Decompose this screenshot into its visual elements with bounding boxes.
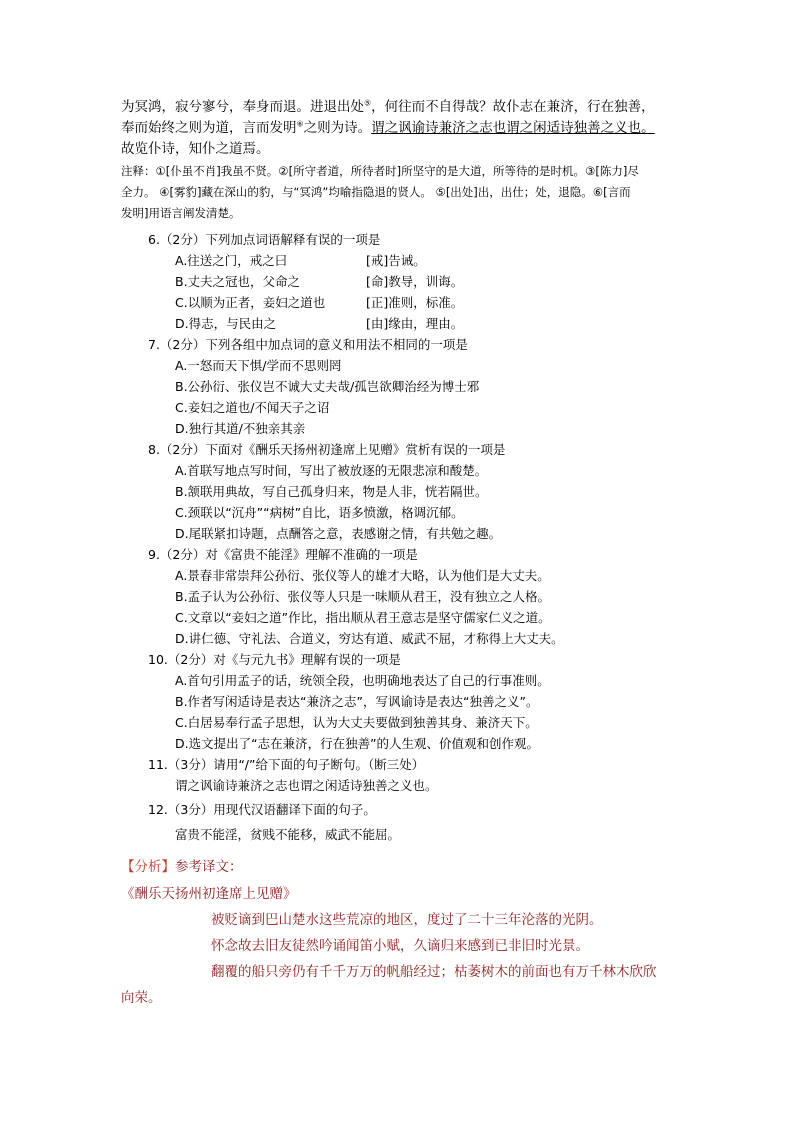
analysis-paragraph-3-cont: 向荣。 <box>121 990 162 1006</box>
question-8-option-a: A.首联写地点写时间，写出了被放逐的无限悲凉和酸楚。 <box>175 463 488 478</box>
question-8-option-b: B.颔联用典故，写自己孤身归来，物是人非，恍若隔世。 <box>175 484 488 499</box>
analysis-paragraph-1: 被贬谪到巴山楚水这些荒凉的地区，度过了二十三年沦落的光阴。 <box>211 912 603 928</box>
analysis-title: 《酬乐天扬州初逢席上见赠》 <box>121 886 297 902</box>
question-7-option-a: A.一怒而天下惧/学而不思则罔 <box>175 358 342 373</box>
question-6-stem: 6.（2分）下列加点词语解释有误的一项是 <box>148 232 381 247</box>
passage-line-2 <box>121 119 655 137</box>
question-10-option-d: D.选文提出了“志在兼济，行在独善”的人生观、价值观和创作观。 <box>175 736 540 751</box>
question-7-stem: 7.（2分）下列各组中加点词的意义和用法不相同的一项是 <box>148 337 468 352</box>
question-7-option-b: B.公孙衍、张仪岂不诚大丈夫哉/孤岂欲卿治经为博士邪 <box>175 379 480 394</box>
question-9-option-c: C.文章以“妾妇之道”作比，指出顺从君王意志是坚守儒家仁义之道。 <box>175 610 551 625</box>
question-12-sentence: 富贵不能淫，贫贱不能移，威武不能屈。 <box>175 827 401 842</box>
question-7-option-d: D.独行其道/不独亲其亲 <box>175 421 306 436</box>
notes-line-2: 全力。 ④[雾豹]藏在深山的豹，与“冥鸿”均喻指隐退的贤人。 ⑤[出处]出，出仕；处，退隐。⑥[言而 <box>121 185 631 199</box>
passage-text: ，何往而不自得哉？故仆志在兼济，行在独善， <box>371 99 655 115</box>
passage-text: 奉而始终之则为道，言而发明 <box>121 120 297 136</box>
question-6-option-b-gloss: [命]教导，训诲。 <box>366 274 464 289</box>
question-8-option-d: D.尾联紧扣诗题，点酬答之意，表感谢之情，有共勉之趣。 <box>175 526 502 541</box>
question-11-sentence: 谓之讽谕诗兼济之志也谓之闲适诗独善之义也。 <box>175 778 438 793</box>
analysis-label: 【分析】 <box>121 859 175 875</box>
footnote-ref: ⑥ <box>296 119 304 129</box>
question-10-option-c: C.白居易奉行孟子思想，认为大丈夫要做到独善其身、兼济天下。 <box>175 715 538 730</box>
question-6-option-a: A.往送之门，戒之曰 <box>175 253 288 268</box>
underlined-sentence: 谓之讽谕诗兼济之志也谓之闲适诗独善之义也。 <box>371 120 655 136</box>
question-6-option-a-gloss: [戒]告诫。 <box>366 253 426 268</box>
question-11-stem: 11.（3分）请用“/”给下面的句子断句。（断三处） <box>148 757 425 772</box>
question-10-option-b: B.作者写闲适诗是表达“兼济之志”，写讽谕诗是表达“独善之义”。 <box>175 694 539 709</box>
analysis-heading <box>121 858 243 876</box>
question-7-option-c: C.妾妇之道也/不闻天子之诏 <box>175 400 330 415</box>
question-10-stem: 10.（2分）对《与元九书》理解有误的一项是 <box>148 652 401 667</box>
question-6-option-d-gloss: [由]缘由，理由。 <box>366 316 464 331</box>
question-6-option-b: B.丈夫之冠也，父命之 <box>175 274 301 289</box>
question-9-option-b: B.孟子认为公孙衍、张仪等人只是一味顺从君王，没有独立之人格。 <box>175 589 551 604</box>
question-6-option-d: D.得志，与民由之 <box>175 316 277 331</box>
question-8-option-c: C.颈联以“沉舟”“病树”自比，语多愤激，格调沉郁。 <box>175 505 464 520</box>
question-6-option-c-gloss: [正]准则，标准。 <box>366 295 464 310</box>
question-6-option-c: C.以顺为正者，妾妇之道也 <box>175 295 326 310</box>
question-10-option-a: A.首句引用孟子的话，统领全段，也明确地表达了自己的行事准则。 <box>175 673 550 688</box>
analysis-paragraph-3: 翻覆的船只旁仍有千千万万的帆船经过；枯萎树木的前面也有万千林木欣欣 <box>211 964 657 980</box>
question-8-stem: 8.（2分）下面对《酬乐天扬州初逢席上见赠》赏析有误的一项是 <box>148 442 506 457</box>
footnote-ref: ⑤ <box>364 98 372 108</box>
question-9-option-a: A.景春非常崇拜公孙衍、张仪等人的雄才大略，认为他们是大丈夫。 <box>175 568 550 583</box>
passage-text: 为冥鸿，寂兮寥兮，奉身而退。进退出处 <box>121 99 364 115</box>
notes-line-1: 注释：①[仆虽不肖]我虽不贤。②[所守者道，所待者时]所坚守的是大道，所等待的是时机。③[陈力]尽 <box>121 164 639 178</box>
question-12-stem: 12.（3分）用现代汉语翻译下面的句子。 <box>148 802 376 817</box>
analysis-paragraph-2: 怀念故去旧友徒然吟诵闻笛小赋，久谪归来感到已非旧时光景。 <box>211 938 589 954</box>
passage-line-3: 故览仆诗，知仆之道焉。 <box>121 141 270 157</box>
question-9-stem: 9.（2分）对《富贵不能淫》理解不准确的一项是 <box>148 547 418 562</box>
passage-line-1 <box>121 98 655 116</box>
question-9-option-d: D.讲仁德、守礼法、合道义，穷达有道、威武不屈，才称得上大丈夫。 <box>175 631 564 646</box>
passage-text: 之则为诗。 <box>303 120 372 136</box>
analysis-sublabel: 参考译文： <box>175 859 243 875</box>
notes-line-3: 发明]用语言阐发清楚。 <box>121 206 241 220</box>
